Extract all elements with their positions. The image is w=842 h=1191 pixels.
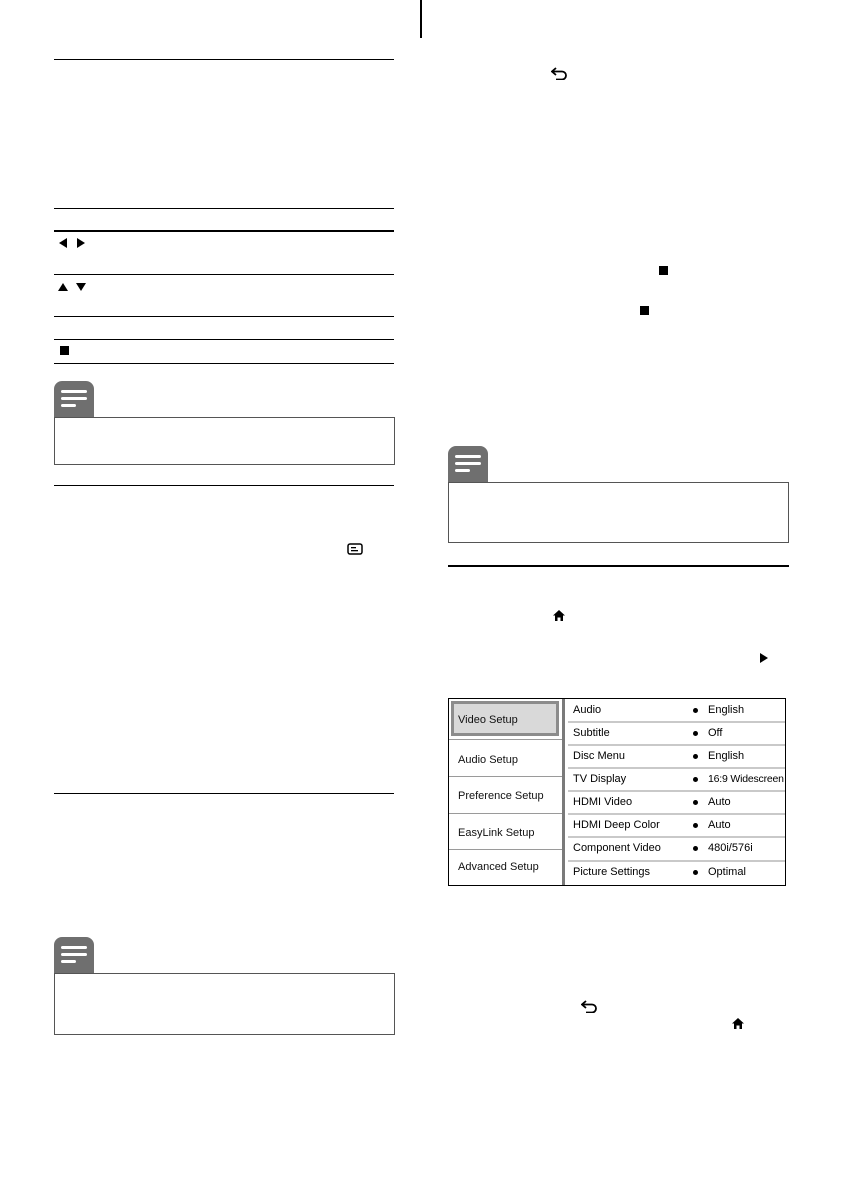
- note-icon: [54, 937, 94, 974]
- option-row: [568, 745, 785, 768]
- back-icon: [551, 66, 569, 80]
- option-label: Disc Menu: [573, 750, 625, 762]
- option-value: 480i/576i: [708, 842, 753, 854]
- option-row: [568, 861, 785, 884]
- bullet-icon: [693, 870, 698, 875]
- table-row-rule: [54, 316, 394, 317]
- category-advanced-setup: Advanced Setup: [458, 861, 539, 873]
- up-arrow-icon: [58, 283, 68, 291]
- category-separator: [449, 739, 562, 740]
- table-row-rule: [54, 339, 394, 340]
- option-value: Auto: [708, 819, 731, 831]
- note-icon: [448, 446, 488, 483]
- category-easylink-setup: EasyLink Setup: [458, 826, 535, 839]
- right-arrow-icon: [77, 238, 85, 248]
- stop-icon: [60, 346, 69, 355]
- option-row: [568, 768, 785, 791]
- category-video-setup: Video Setup: [458, 713, 518, 726]
- option-value: Auto: [708, 796, 731, 808]
- home-icon: [732, 1018, 744, 1029]
- subtitle-icon: [347, 543, 363, 555]
- category-preference-setup: Preference Setup: [458, 789, 544, 802]
- note-icon: [54, 381, 94, 418]
- bullet-icon: [693, 708, 698, 713]
- option-row: [568, 837, 785, 860]
- bullet-icon: [693, 731, 698, 736]
- home-icon: [553, 610, 565, 621]
- bullet-icon: [693, 800, 698, 805]
- option-value: Off: [708, 727, 723, 739]
- table-header-bottom-rule: [54, 230, 394, 232]
- category-audio-setup: Audio Setup: [458, 753, 518, 766]
- section-rule-3: [54, 793, 394, 794]
- section-rule-2: [54, 485, 394, 486]
- bullet-icon: [693, 823, 698, 828]
- column-divider: [420, 0, 422, 38]
- stop-icon: [659, 266, 668, 275]
- option-label: HDMI Video: [573, 796, 633, 808]
- setup-menu-screenshot: [448, 698, 786, 886]
- table-bottom-rule: [54, 363, 394, 364]
- option-label: HDMI Deep Color: [573, 819, 660, 831]
- bullet-icon: [693, 754, 698, 759]
- option-value: Optimal: [708, 866, 746, 878]
- table-header-rule: [54, 208, 394, 209]
- note-box: [54, 973, 395, 1035]
- bullet-icon: [693, 777, 698, 782]
- section-rule-1: [54, 59, 394, 60]
- option-row: [568, 699, 785, 722]
- note-box: [54, 417, 395, 465]
- option-value: 16:9 Widescreen: [708, 773, 784, 785]
- table-row-rule: [54, 274, 394, 275]
- note-box: [448, 482, 789, 543]
- section-rule-4: [448, 565, 789, 567]
- left-arrow-icon: [59, 238, 67, 248]
- option-row: [568, 722, 785, 745]
- option-value: English: [708, 704, 745, 716]
- option-row: [568, 791, 785, 814]
- play-icon: [760, 653, 768, 663]
- option-label: Picture Settings: [573, 866, 651, 878]
- option-label: Audio: [573, 704, 602, 716]
- back-icon: [581, 999, 599, 1013]
- menu-divider: [562, 699, 565, 885]
- stop-icon: [640, 306, 649, 315]
- option-label: TV Display: [573, 773, 627, 785]
- bullet-icon: [693, 846, 698, 851]
- option-label: Subtitle: [573, 727, 610, 739]
- down-arrow-icon: [76, 283, 86, 291]
- category-list: [449, 699, 562, 885]
- option-row: [568, 814, 785, 837]
- option-label: Component Video: [573, 842, 661, 854]
- option-value: English: [708, 750, 745, 762]
